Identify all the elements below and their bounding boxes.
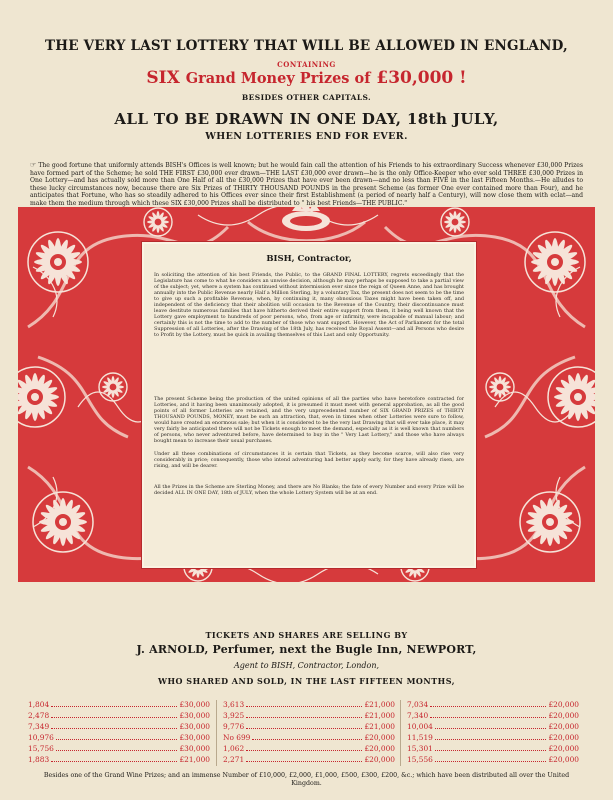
- notice-paragraph-2: The present Scheme being the production of the united opinions of all the parties who have heretofore contracted for Lotteries, and it having been unanimously adopted, it is presumed it must meet with general approbation, as all the good points of all former Lotteries are retained, and the very unprecedented number of SIX GRAND PRIZES of THIRTY THOUSAND POUNDS, MONEY, must be such an attraction, that, even in times when other Lotteries were sure to follow, would have created an enormous sale; but when it is considered to be the very last Drawing that will ever take place, it may very fairly be anticipated there will not be Tickets enough to meet the demand, especially as it is well known that numbers of persons, who never adventured before, have determined to buy in the " Very Last Lottery," and those who have always bought mean to increase their usual purchases.: [154, 396, 464, 444]
- prize-row: [223, 755, 395, 766]
- prize-row: [28, 744, 210, 755]
- prize-amount: £21,000: [179, 755, 210, 764]
- prize-row: [28, 733, 210, 744]
- prize-row: [407, 744, 579, 755]
- prize-row: [28, 700, 210, 711]
- prize-amount: £21,000: [364, 722, 395, 731]
- containing-label: CONTAINING: [277, 60, 336, 69]
- pointing-hand-icon: ☞: [30, 161, 37, 169]
- prize-amount: £30,000: [179, 733, 210, 742]
- prize-number: 1,804: [28, 700, 50, 709]
- prize-row: [407, 755, 579, 766]
- intro-text: The good fortune that uniformly attends BISH's Offices is well known; but he would fain call the attention of his Friends to his extraordinary Success whenever £30,000 Prizes have formed part of the Scheme; he sold THE FIRST £30,000 ever drawn—THE LAST £30,000 ever drawn—he is the only Office-Keeper who ever sold THREE £30,000 Prizes in One Lottery—and has actually sold more than One Half of all the £30,000 Prizes that have ever been drawn—and no less than FIVE in the last Fifteen Months.—He alludes to these lucky circumstances now, because there are Six Prizes of THIRTY THOUSAND POUNDS in the present Scheme (as former One ever contained more than Four), and he anticipates that Fortune, who has so steadily adhered to his Offices ever since their first Establishment (a period of nearly half a Century), will now close them with eclat—and make them the medium through which these SIX £30,000 Prizes shall be distributed to " his best Friends—THE PUBLIC.": [30, 162, 584, 207]
- prize-amount: £20,000: [548, 733, 579, 742]
- sold-heading: WHO SHARED AND SOLD, IN THE LAST FIFTEEN MONTHS,: [158, 676, 455, 686]
- prize-row: [28, 722, 210, 733]
- prize-row: [407, 722, 579, 733]
- prize-number: No 699: [223, 733, 251, 742]
- prize-row: [223, 744, 395, 755]
- prize-amount: £20,000: [364, 733, 395, 742]
- prize-amount: £30,000 !: [376, 68, 467, 88]
- footer-note: Besides one of the Grand Wine Prizes; and an immense Number of £10,000, £2,000, £1,000, £500, £300, £200, &c.; which have been distributed all over the United Kingdom.: [43, 772, 570, 787]
- prize-amount: £20,000: [548, 755, 579, 764]
- prize-number: 10,004: [407, 722, 433, 731]
- prize-number: 7,034: [407, 700, 429, 709]
- prize-number: 3,925: [223, 711, 245, 720]
- notice-paragraph-1: In soliciting the attention of his best Friends, the Public, to the GRAND FINAL LOTTERY, regrets exceedingly that the Legislature has come to what he considers an unwise decision, although he may perhaps be supposed to take a partial view of the subject; yet, where a system has continued without intermission ever since the reign of Queen Anne, and has brought annually into the Public Revenue nearly Half a Million Sterling, by a voluntary Tax, the present does not seem to be the time to give up such a profitable Revenue, when, by continuing it, many obnoxious Taxes might have been taken off, and independent of the deficiency that their abolition will occasion to the Revenue of the Country, their discontinuance must leave destitute numerous families that have hitherto derived their entire support from them, it being well known that the Lottery gave employment to hundreds of poor persons, who, from age or infirmity, were incapable of manual labour; and certainly this is not the time to add to the number of those who want support. However, the Act of Parliament for the total Suppression of all Lotteries, after the Drawing of the 18th July, has received the Royal Assent—and all Persons who desire to Profit by the Lottery, must be quick in availing themselves of this Last and only Opportunity.: [154, 272, 464, 338]
- prize-amount: £20,000: [364, 755, 395, 764]
- prize-number: 1,062: [223, 744, 245, 753]
- grand-text: Grand Money Prizes of: [185, 70, 371, 87]
- prize-number: 1,883: [28, 755, 50, 764]
- prize-number: 15,756: [28, 744, 54, 753]
- draw-date-headline: ALL TO BE DRAWN IN ONE DAY, 18th JULY,: [114, 110, 499, 128]
- prize-column-3: [400, 700, 579, 766]
- six-word: SIX: [146, 68, 180, 88]
- six-prizes-headline: [0, 68, 613, 88]
- selling-intro: TICKETS AND SHARES ARE SELLING BY: [205, 630, 408, 640]
- intro-paragraph: [30, 162, 583, 208]
- prize-amount: £20,000: [548, 722, 579, 731]
- agent-subtitle: Agent to BISH, Contractor, London,: [233, 661, 380, 670]
- prize-row: [407, 711, 579, 722]
- notice-paragraph-3: Under all these combinations of circumstances it is certain that Tickets, as they become scarce, will also rise very considerably in price; consequently, those who intend adventuring had better apply early, for they have already risen, are rising, and will be dearer.: [154, 451, 464, 469]
- prize-row: [223, 711, 395, 722]
- prize-amount: £20,000: [548, 700, 579, 709]
- prize-number: 15,556: [407, 755, 433, 764]
- notice-paragraph-4: All the Prizes in the Scheme are Sterling Money, and there are No Blanks; the fate of every Number and every Prize will be decided ALL IN ONE DAY, 18th of JULY, when the whole Lottery System will be at an end.: [154, 484, 464, 496]
- prize-row: [223, 700, 395, 711]
- prize-amount: £20,000: [548, 744, 579, 753]
- prize-number: 15,301: [407, 744, 433, 753]
- prize-number: 2,271: [223, 755, 245, 764]
- prize-number: 9,776: [223, 722, 245, 731]
- main-title: THE VERY LAST LOTTERY THAT WILL BE ALLOWED IN ENGLAND,: [45, 38, 568, 54]
- prize-amount: £30,000: [179, 711, 210, 720]
- prize-amount: £20,000: [548, 711, 579, 720]
- end-subtitle: WHEN LOTTERIES END FOR EVER.: [205, 131, 408, 142]
- prize-number: 2,478: [28, 711, 50, 720]
- prize-row: [223, 722, 395, 733]
- prize-column-1: [28, 700, 210, 766]
- prize-number: 3,613: [223, 700, 245, 709]
- contractor-notice-panel: [142, 242, 476, 568]
- prize-row: [223, 733, 395, 744]
- prize-amount: £30,000: [179, 744, 210, 753]
- prize-amount: £30,000: [179, 700, 210, 709]
- notice-title: BISH, Contractor,: [266, 254, 352, 264]
- prize-list: [28, 700, 585, 770]
- prize-amount: £20,000: [364, 744, 395, 753]
- besides-label: BESIDES OTHER CAPITALS.: [241, 93, 372, 102]
- prize-row: [28, 711, 210, 722]
- prize-amount: £30,000: [179, 722, 210, 731]
- prize-number: 7,340: [407, 711, 429, 720]
- prize-amount: £21,000: [364, 711, 395, 720]
- prize-number: 10,976: [28, 733, 54, 742]
- prize-number: 7,349: [28, 722, 50, 731]
- prize-number: 11,519: [407, 733, 433, 742]
- agent-name: J. ARNOLD, Perfumer, next the Bugle Inn, NEWPORT,: [136, 643, 477, 656]
- prize-amount: £21,000: [364, 700, 395, 709]
- prize-row: [407, 733, 579, 744]
- prize-row: [407, 700, 579, 711]
- prize-column-2: [216, 700, 395, 766]
- prize-row: [28, 755, 210, 766]
